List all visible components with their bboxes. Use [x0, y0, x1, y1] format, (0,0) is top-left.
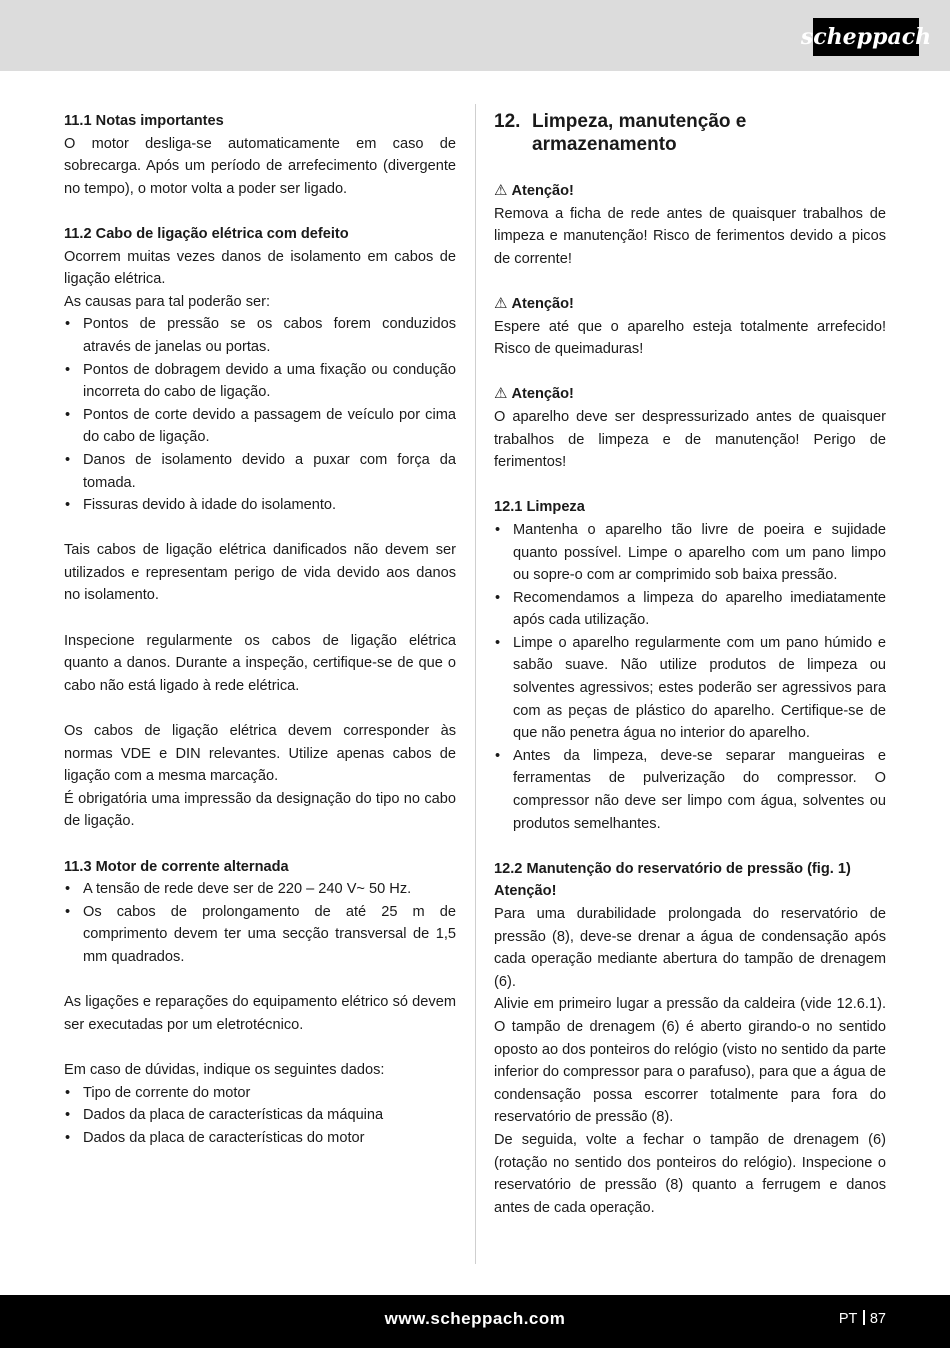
paragraph: De seguida, volte a fechar o tampão de drenagem (6) (rotação no sentido dos ponteiros do relógio). Inspecione o reservatório de pressão (8) quanto a ferrugem e danos antes de cada operação. — [494, 1131, 886, 1216]
list-item: • Pontos de pressão se os cabos forem conduzidos através de janelas ou portas. — [64, 313, 456, 358]
list-item: • Fissuras devido à idade do isolamento. — [64, 494, 456, 517]
list-item: • Danos de isolamento devido a puxar com força da tomada. — [64, 449, 456, 494]
brand-logo: scheppach — [813, 18, 919, 56]
paragraph: O motor desliga-se automaticamente em caso de sobrecarga. Após um período de arrefecimento (divergente no tempo), o motor volta a poder ser ligado. — [64, 135, 456, 197]
warning-label: ⚠ Atenção! — [494, 293, 886, 316]
section-title-12-1: 12.1 Limpeza — [494, 499, 585, 516]
page-number: 87 — [869, 1311, 886, 1327]
section-title-11-2: 11.2 Cabo de ligação elétrica com defeito — [64, 225, 349, 242]
list-item: • Recomendamos a limpeza do aparelho imediatamente após cada utilização. — [494, 587, 886, 632]
website-link[interactable]: www.scheppach.com — [384, 1309, 566, 1328]
paragraph: Ocorrem muitas vezes danos de isolamento em cabos de ligação elétrica. — [64, 248, 456, 288]
section-title-11-3: 11.3 Motor de corrente alternada — [64, 858, 289, 875]
list-item: • Dados da placa de características do motor — [64, 1127, 456, 1150]
header-bar — [0, 0, 950, 71]
chapter-title-text: Limpeza, manutenção e armazenamento — [532, 111, 747, 155]
footer-bar — [0, 1295, 950, 1348]
paragraph: Para uma durabilidade prolongada do reservatório de pressão (8), deve-se drenar a água de condensação após cada operação mediante abertura do tampão de drenagem (6). — [494, 906, 886, 990]
list-item: • Mantenha o aparelho tão livre de poeira e sujidade quanto possível. Limpe o aparelho com um pano limpo ou sopre-o com ar comprimido sob baixa pressão. — [494, 519, 886, 587]
warning-triangle-icon: ⚠ — [494, 294, 508, 312]
list-item: • Tipo de corrente do motor — [64, 1082, 456, 1105]
separator — [863, 1310, 865, 1325]
section-title-12-2: 12.2 Manutenção do reservatório de pressão (fig. 1) — [494, 860, 851, 877]
bullet-list — [494, 519, 886, 835]
paragraph: O aparelho deve ser despressurizado antes de quaisquer trabalhos de limpeza e de manutenção! Perigo de ferimentos! — [494, 408, 886, 471]
paragraph: As causas para tal poderão ser: — [64, 293, 271, 310]
paragraph: Os cabos de ligação elétrica devem corresponder às normas VDE e DIN relevantes. Utilize apenas cabos de ligação com a mesma marcação. — [64, 723, 456, 785]
bullet-list — [64, 1082, 456, 1150]
chapter-number: 12. — [494, 111, 521, 132]
paragraph: Tais cabos de ligação elétrica danificados não devem ser utilizados e representam perigo de vida devido aos danos no isolamento. — [64, 542, 456, 604]
bullet-list — [64, 313, 456, 516]
list-item: • Dados da placa de características da máquina — [64, 1104, 456, 1127]
paragraph: Remova a ficha de rede antes de quaisquer trabalhos de limpeza e manutenção! Risco de ferimentos devido a picos de corrente! — [494, 205, 886, 267]
paragraph: É obrigatória uma impressão da designação do tipo no cabo de ligação. — [64, 790, 456, 830]
paragraph: Espere até que o aparelho esteja totalmente arrefecido! Risco de queimaduras! — [494, 318, 886, 358]
list-item: • Os cabos de prolongamento de até 25 m de comprimento devem ter uma secção transversal de 1,5 mm quadrados. — [64, 901, 456, 969]
list-item: • A tensão de rede deve ser de 220 – 240 V~ 50 Hz. — [64, 878, 456, 901]
right-column — [494, 110, 886, 1219]
paragraph: Inspecione regularmente os cabos de ligação elétrica quanto a danos. Durante a inspeção, certifique-se de que o cabo não está ligado à rede elétrica. — [64, 632, 456, 694]
list-item: • Antes da limpeza, deve-se separar mangueiras e ferramentas de pulverização do compressor. O compressor não deve ser limpo com água, solventes ou produtos semelhantes. — [494, 745, 886, 835]
page-indicator — [839, 1310, 886, 1327]
warning-triangle-icon: ⚠ — [494, 182, 508, 199]
bullet-list — [64, 878, 456, 968]
list-item: • Pontos de dobragem devido a uma fixação ou condução incorreta do cabo de ligação. — [64, 359, 456, 404]
section-title-11-1: 11.1 Notas importantes — [64, 113, 224, 129]
column-divider — [475, 104, 476, 1264]
paragraph: Alivie em primeiro lugar a pressão da caldeira (vide 12.6.1). O tampão de drenagem (6) é aberto girando-o no sentido oposto ao dos ponteiros do relógio (visto no sentido da parte inferior do compressor para o parafuso), para que a água de condensação possa escorrer totalmente para fora do reservatório de pressão (8). — [494, 996, 886, 1126]
list-item: • Limpe o aparelho regularmente com um pano húmido e sabão suave. Não utilize produtos de limpeza ou solventes agressivos; estes poderão ser agressivos para com as peças de plástico do aparelho. Certifique-se de que não penetra água no interior do aparelho. — [494, 632, 886, 745]
chapter-title-12 — [494, 110, 886, 156]
attention-label: Atenção! — [494, 883, 557, 900]
warning-label: ⚠ Atenção! — [494, 180, 886, 203]
left-column — [64, 110, 456, 1149]
list-item: • Pontos de corte devido a passagem de veículo por cima do cabo de ligação. — [64, 404, 456, 449]
warning-label: ⚠ Atenção! — [494, 383, 886, 406]
language-code: PT — [838, 1311, 858, 1327]
paragraph: Em caso de dúvidas, indique os seguintes dados: — [64, 1061, 385, 1078]
warning-triangle-icon: ⚠ — [494, 385, 508, 403]
paragraph: As ligações e reparações do equipamento elétrico só devem ser executadas por um eletrotécnico. — [64, 994, 456, 1033]
